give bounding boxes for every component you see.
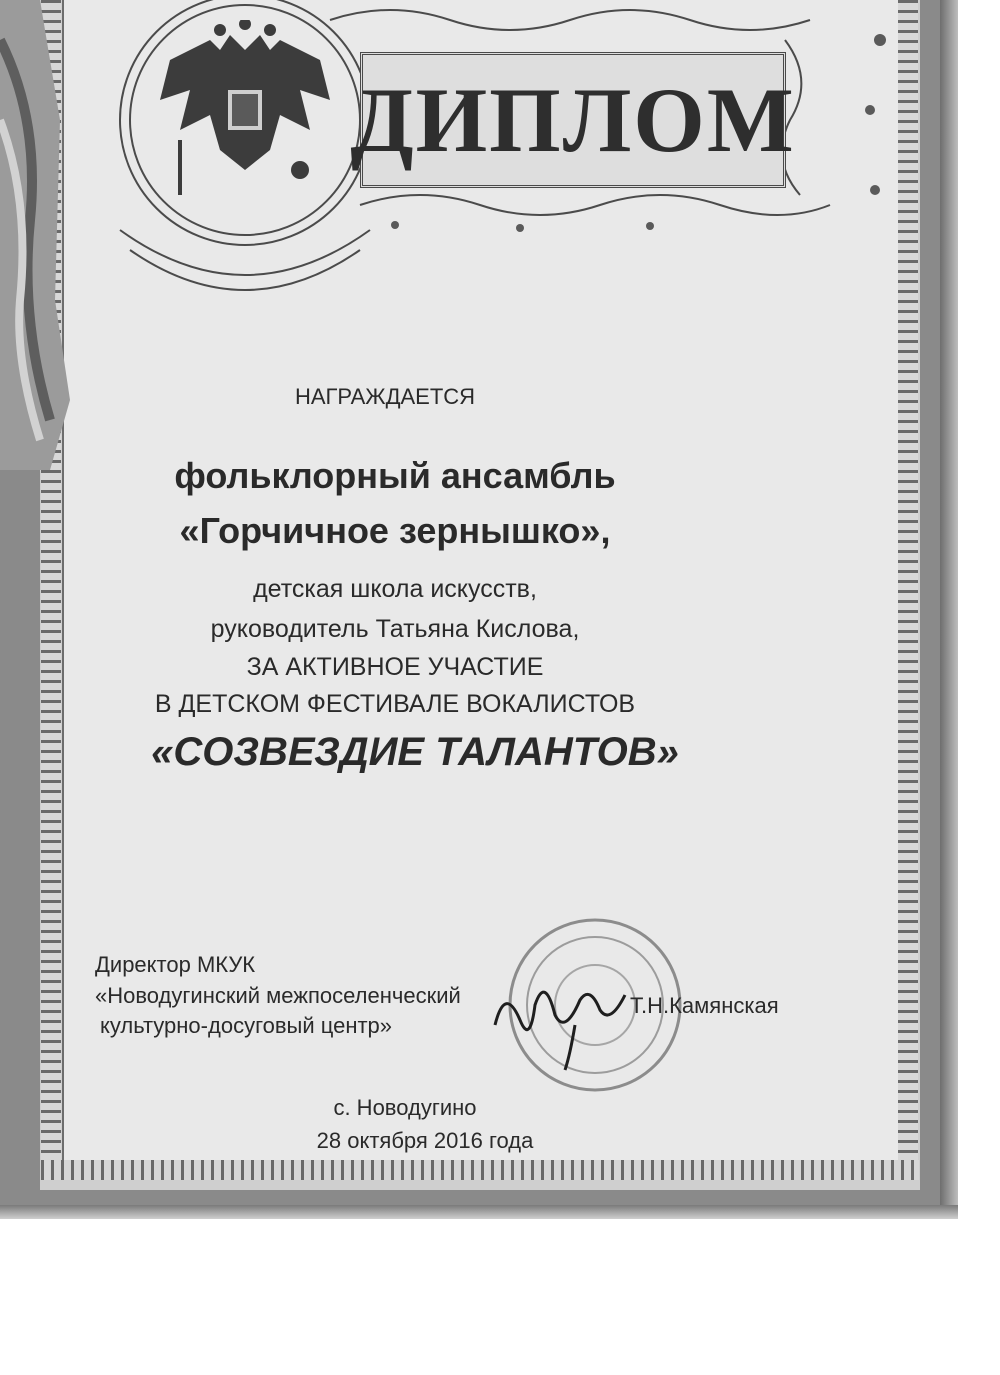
ornament-border-bottom bbox=[41, 1160, 919, 1180]
festival-name: «СОЗВЕЗДИЕ ТАЛАНТОВ» bbox=[151, 730, 679, 774]
diploma-title: ДИПЛОМ bbox=[350, 69, 796, 171]
signatory-org-line-1: «Новодугинский межпоселенческий bbox=[95, 983, 461, 1008]
double-headed-eagle-icon bbox=[150, 20, 340, 200]
recipient-line-1: фольклорный ансамбль bbox=[174, 455, 616, 496]
festival-line: В ДЕТСКОМ ФЕСТИВАЛЕ ВОКАЛИСТОВ bbox=[154, 690, 636, 718]
signatory-org-line-2: культурно-досуговый центр» bbox=[100, 1013, 393, 1038]
signatory-title: Директор МКУК bbox=[95, 952, 256, 977]
place: с. Новодугино bbox=[333, 1095, 477, 1120]
date: 28 октября 2016 года bbox=[316, 1128, 534, 1153]
school-line: детская школа искусств, bbox=[253, 575, 537, 603]
participation-line: ЗА АКТИВНОЕ УЧАСТИЕ bbox=[246, 653, 544, 681]
diploma-title-box bbox=[350, 52, 796, 188]
head-line: руководитель Татьяна Кислова, bbox=[210, 615, 580, 643]
handwritten-signature-icon bbox=[485, 965, 655, 1075]
recipient-line-2: «Горчичное зернышко», bbox=[179, 510, 611, 551]
scan-bottom-edge bbox=[0, 1205, 958, 1219]
awarded-label: НАГРАЖДАЕТСЯ bbox=[294, 384, 476, 409]
signatory-name: Т.Н.Камянская bbox=[630, 993, 779, 1018]
